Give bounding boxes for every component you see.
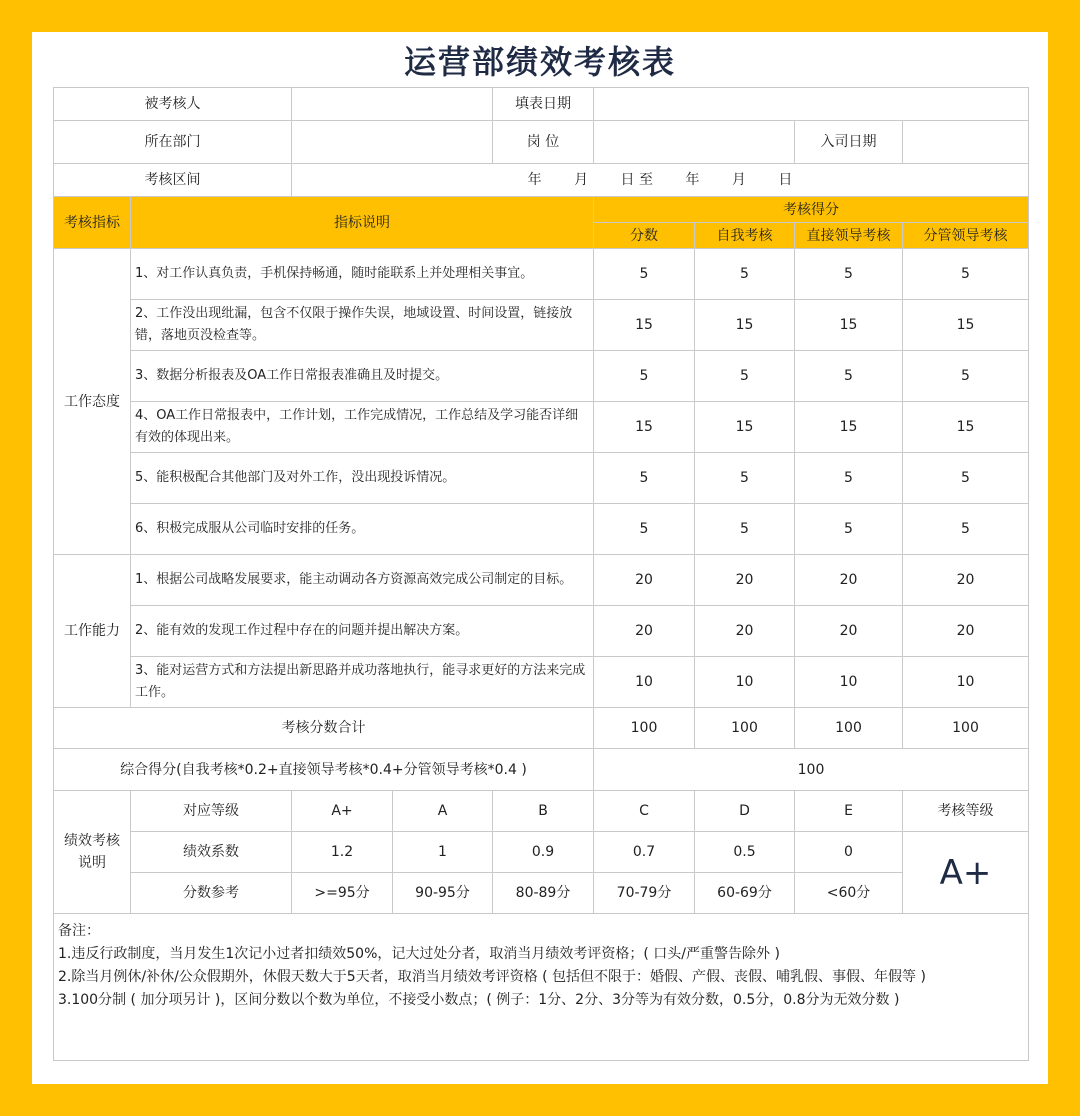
indicator-text: 3、数据分析报表及OA工作日常报表准确且及时提交。 (131, 351, 594, 402)
result-grade[interactable]: A+ (903, 832, 1029, 914)
ref-cell: 60-69分 (695, 873, 795, 914)
score-cell: 5 (594, 504, 695, 555)
note-item: 3.100分制 ( 加分项另计 )，区间分数以个数为单位，不接受小数点；( 例子：1分、2分、3分等为有效分数，0.5分，0.8分为无效分数 ) (58, 992, 900, 1008)
supervisor-score-cell[interactable]: 15 (903, 402, 1029, 453)
coef-cell: 1.2 (292, 832, 393, 873)
direct-score-cell[interactable]: 20 (795, 555, 903, 606)
direct-score-cell[interactable]: 10 (795, 657, 903, 708)
join-date-label: 入司日期 (795, 121, 903, 164)
score-cell: 15 (594, 402, 695, 453)
header-score-group: 考核得分 (594, 197, 1029, 223)
coef-cell: 1 (393, 832, 493, 873)
direct-score-cell[interactable]: 15 (795, 402, 903, 453)
indicator-text: 2、工作没出现纰漏，包含不仅限于操作失误，地域设置、时间设置，链接放错，落地页没检查等。 (131, 300, 594, 351)
period-month-2: 月 (731, 172, 746, 188)
indicator-text: 3、能对运营方式和方法提出新思路并成功落地执行，能寻求更好的方法来完成工作。 (131, 657, 594, 708)
period-year-1: 年 (527, 172, 542, 188)
self-score-cell[interactable]: 15 (695, 402, 795, 453)
self-score-cell[interactable]: 20 (695, 606, 795, 657)
dept-label: 所在部门 (54, 121, 292, 164)
score-cell: 20 (594, 555, 695, 606)
period-day-to: 日 至 (620, 172, 653, 188)
notes-block (54, 914, 1029, 1061)
ref-cell: 70-79分 (594, 873, 695, 914)
score-cell: 5 (594, 249, 695, 300)
period-field[interactable] (292, 164, 1029, 197)
total-self: 100 (695, 708, 795, 749)
ref-cell: 90-95分 (393, 873, 493, 914)
header-col-score: 分数 (594, 223, 695, 249)
direct-score-cell[interactable]: 5 (795, 351, 903, 402)
notes-title: 备注： (58, 923, 100, 939)
self-score-cell[interactable]: 5 (695, 453, 795, 504)
supervisor-score-cell[interactable]: 5 (903, 351, 1029, 402)
post-field[interactable] (594, 121, 795, 164)
join-date-field[interactable] (903, 121, 1029, 164)
grade-cell: B (493, 791, 594, 832)
self-score-cell[interactable]: 20 (695, 555, 795, 606)
score-cell: 15 (594, 300, 695, 351)
coef-cell: 0.5 (695, 832, 795, 873)
direct-score-cell[interactable]: 5 (795, 453, 903, 504)
total-label: 考核分数合计 (54, 708, 594, 749)
indicator-text: 1、对工作认真负责，手机保持畅通，随时能联系上并处理相关事宜。 (131, 249, 594, 300)
indicator-text: 4、OA工作日常报表中，工作计划，工作完成情况，工作总结及学习能否详细有效的体现出来。 (131, 402, 594, 453)
composite-value: 100 (594, 749, 1029, 791)
perf-label-text: 绩效考核说明 (64, 833, 120, 871)
header-col-direct: 直接领导考核 (795, 223, 903, 249)
self-score-cell[interactable]: 10 (695, 657, 795, 708)
self-score-cell[interactable]: 5 (695, 504, 795, 555)
supervisor-score-cell[interactable]: 5 (903, 249, 1029, 300)
header-indicator: 考核指标 (54, 197, 131, 249)
ref-row-label: 分数参考 (131, 873, 292, 914)
period-month-1: 月 (574, 172, 589, 188)
assessee-label: 被考核人 (54, 88, 292, 121)
grade-cell: D (695, 791, 795, 832)
indicator-text: 2、能有效的发现工作过程中存在的问题并提出解决方案。 (131, 606, 594, 657)
supervisor-score-cell[interactable]: 10 (903, 657, 1029, 708)
ref-cell: <60分 (795, 873, 903, 914)
group-label: 工作态度 (54, 249, 131, 555)
grade-cell: C (594, 791, 695, 832)
page-title: 运营部绩效考核表 (403, 43, 676, 81)
indicator-text: 6、积极完成服从公司临时安排的任务。 (131, 504, 594, 555)
supervisor-score-cell[interactable]: 5 (903, 504, 1029, 555)
ref-cell: >=95分 (292, 873, 393, 914)
coef-cell: 0.9 (493, 832, 594, 873)
period-day-2: 日 (778, 172, 793, 188)
supervisor-score-cell[interactable]: 15 (903, 300, 1029, 351)
total-supervisor: 100 (903, 708, 1029, 749)
header-description: 指标说明 (131, 197, 594, 249)
coef-cell: 0 (795, 832, 903, 873)
direct-score-cell[interactable]: 20 (795, 606, 903, 657)
result-label: 考核等级 (903, 791, 1029, 832)
group-label: 工作能力 (54, 555, 131, 708)
self-score-cell[interactable]: 15 (695, 300, 795, 351)
ref-cell: 80-89分 (493, 873, 594, 914)
indicator-text: 1、根据公司战略发展要求，能主动调动各方资源高效完成公司制定的目标。 (131, 555, 594, 606)
grade-cell: A (393, 791, 493, 832)
self-score-cell[interactable]: 5 (695, 249, 795, 300)
score-cell: 5 (594, 453, 695, 504)
grade-cell: A+ (292, 791, 393, 832)
score-cell: 5 (594, 351, 695, 402)
self-score-cell[interactable]: 5 (695, 351, 795, 402)
assessee-field[interactable] (292, 88, 493, 121)
header-col-supervisor: 分管领导考核 (903, 223, 1029, 249)
period-year-2: 年 (685, 172, 700, 188)
direct-score-cell[interactable]: 15 (795, 300, 903, 351)
period-label: 考核区间 (54, 164, 292, 197)
dept-field[interactable] (292, 121, 493, 164)
assessment-table (53, 87, 1029, 1061)
coef-row-label: 绩效系数 (131, 832, 292, 873)
supervisor-score-cell[interactable]: 5 (903, 453, 1029, 504)
direct-score-cell[interactable]: 5 (795, 249, 903, 300)
note-item: 1.违反行政制度，当月发生1次记小过者扣绩效50%，记大过处分者，取消当月绩效考评资格；( 口头/严重警告除外 ) (58, 946, 780, 962)
score-cell: 10 (594, 657, 695, 708)
coef-cell: 0.7 (594, 832, 695, 873)
post-label: 岗 位 (493, 121, 594, 164)
fill-date-label: 填表日期 (493, 88, 594, 121)
total-score: 100 (594, 708, 695, 749)
header-col-self: 自我考核 (695, 223, 795, 249)
score-cell: 20 (594, 606, 695, 657)
supervisor-score-cell[interactable]: 20 (903, 606, 1029, 657)
direct-score-cell[interactable]: 5 (795, 504, 903, 555)
grade-row-label: 对应等级 (131, 791, 292, 832)
total-direct: 100 (795, 708, 903, 749)
perf-label (54, 791, 131, 914)
note-item: 2.除当月例休/补休/公众假期外，休假天数大于5天者，取消当月绩效考评资格 ( 包括但不限于：婚假、产假、丧假、哺乳假、事假、年假等 ) (58, 969, 926, 985)
grade-cell: E (795, 791, 903, 832)
fill-date-field[interactable] (594, 88, 1029, 121)
supervisor-score-cell[interactable]: 20 (903, 555, 1029, 606)
composite-label: 综合得分(自我考核*0.2+直接领导考核*0.4+分管领导考核*0.4 ) (54, 749, 594, 791)
indicator-text: 5、能积极配合其他部门及对外工作，没出现投诉情况。 (131, 453, 594, 504)
